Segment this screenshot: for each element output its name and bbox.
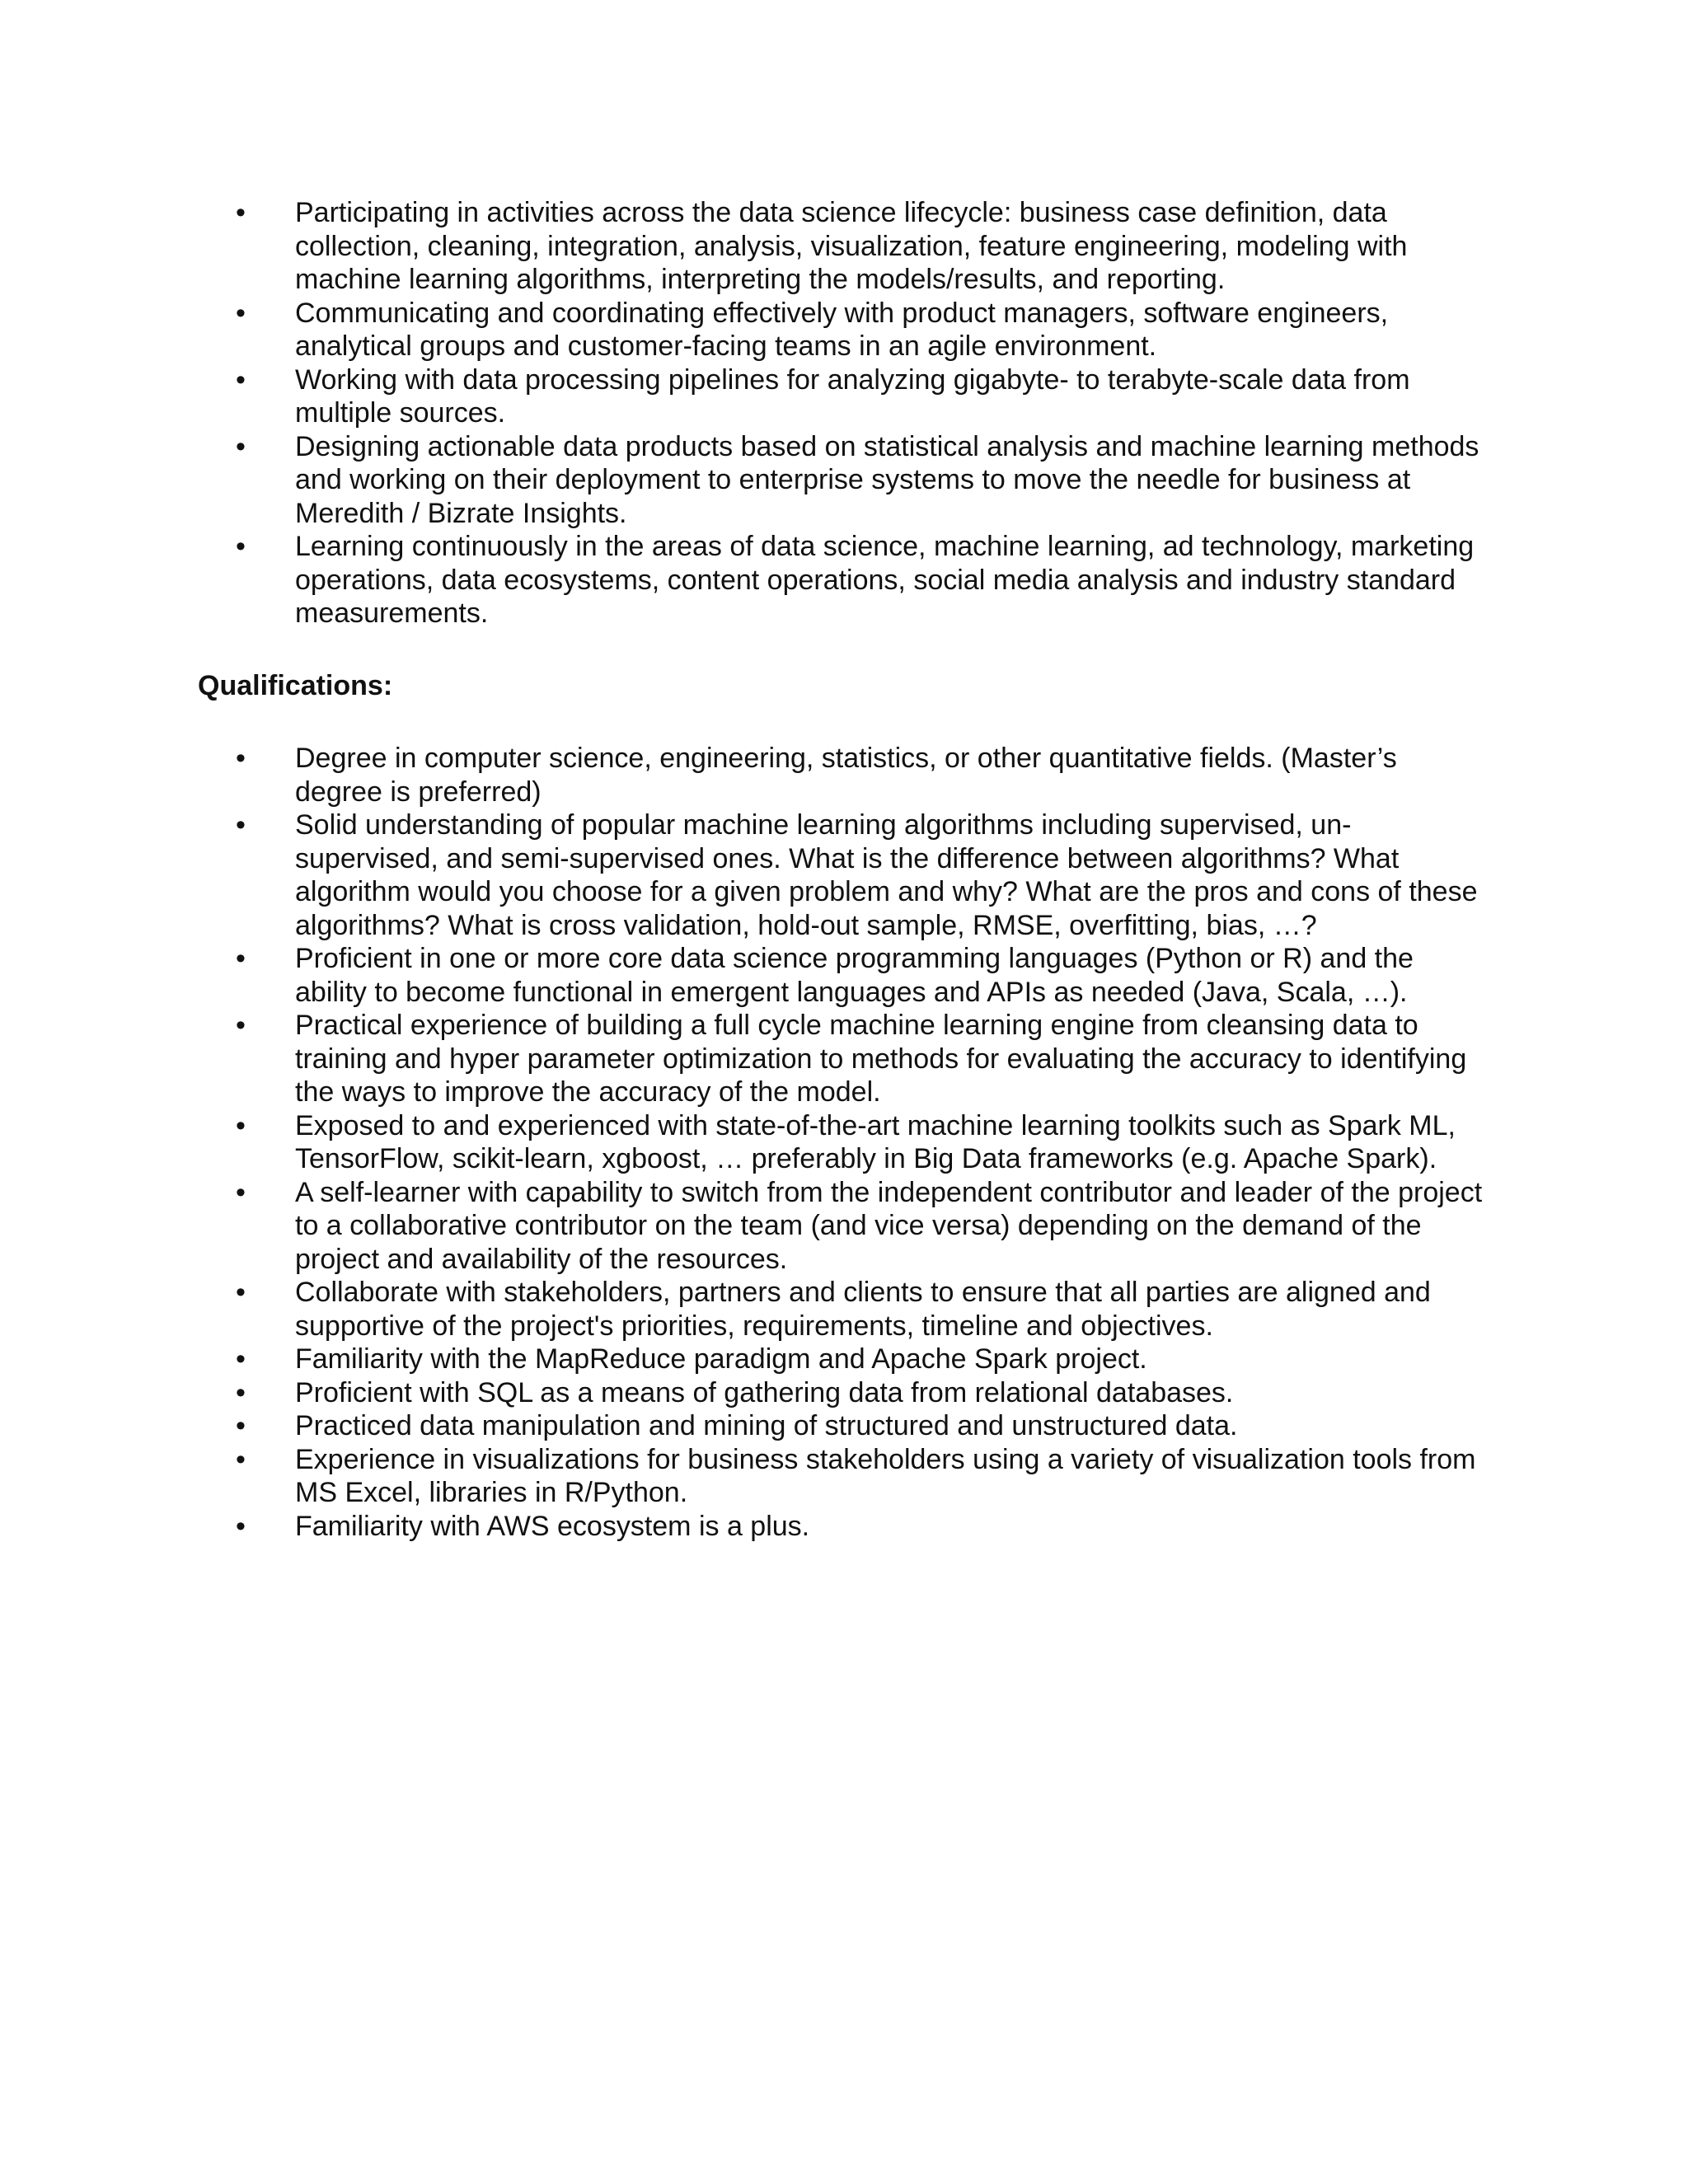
qualification-item: • Practiced data manipulation and mining of structured and unstructured data. xyxy=(236,1409,1489,1443)
qualifications-heading: Qualifications: xyxy=(198,670,393,701)
responsibility-item: • Communicating and coordinating effectively with product managers, software engineers, analytical groups and customer-facing teams in an agile environment. xyxy=(236,297,1489,363)
qualification-item: • Familiarity with AWS ecosystem is a plus. xyxy=(236,1510,1489,1544)
responsibilities-list xyxy=(236,196,1489,630)
responsibility-item: • Working with data processing pipelines for analyzing gigabyte- to terabyte-scale data from multiple sources. xyxy=(236,363,1489,430)
qualification-item: • Degree in computer science, engineering, statistics, or other quantitative fields. (Master’s degree is preferred) xyxy=(236,742,1489,808)
qualification-item: • Collaborate with stakeholders, partners and clients to ensure that all parties are aligned and supportive of the project's priorities, requirements, timeline and objectives. xyxy=(236,1276,1489,1343)
responsibility-item: • Designing actionable data products based on statistical analysis and machine learning methods and working on their deployment to enterprise systems to move the needle for business at Meredith / Bizrate Insights. xyxy=(236,430,1489,531)
qualifications-list xyxy=(236,742,1489,1543)
qualification-item: • Proficient in one or more core data science programming languages (Python or R) and the ability to become functional in emergent languages and APIs as needed (Java, Scala, …). xyxy=(236,942,1489,1009)
qualification-item: • A self-learner with capability to switch from the independent contributor and leader of the project to a collaborative contributor on the team (and vice versa) depending on the demand of the project and availability of the resources. xyxy=(236,1176,1489,1277)
qualification-item: • Proficient with SQL as a means of gathering data from relational databases. xyxy=(236,1376,1489,1410)
qualification-item: • Practical experience of building a full cycle machine learning engine from cleansing data to training and hyper parameter optimization to methods for evaluating the accuracy to identifying the ways to improve the accuracy of the model. xyxy=(236,1009,1489,1109)
qualification-item: • Exposed to and experienced with state-of-the-art machine learning toolkits such as Spark ML, TensorFlow, scikit-learn, xgboost, … preferably in Big Data frameworks (e.g. Apache Spark). xyxy=(236,1109,1489,1176)
responsibility-item: • Participating in activities across the data science lifecycle: business case definition, data collection, cleaning, integration, analysis, visualization, feature engineering, modeling with machine learning algorithms, interpreting the models/results, and reporting. xyxy=(236,196,1489,297)
qualification-item: • Familiarity with the MapReduce paradigm and Apache Spark project. xyxy=(236,1343,1489,1376)
responsibility-item: • Learning continuously in the areas of data science, machine learning, ad technology, marketing operations, data ecosystems, content operations, social media analysis and industry standard measurements. xyxy=(236,530,1489,630)
qualification-item: • Solid understanding of popular machine learning algorithms including supervised, un-supervised, and semi-supervised ones. What is the difference between algorithms? What algorithm would you choose for a given problem and why? What are the pros and cons of these algorithms? What is cross validation, hold-out sample, RMSE, overfitting, bias, …? xyxy=(236,808,1489,942)
qualification-item: • Experience in visualizations for business stakeholders using a variety of visualization tools from MS Excel, libraries in R/Python. xyxy=(236,1443,1489,1510)
